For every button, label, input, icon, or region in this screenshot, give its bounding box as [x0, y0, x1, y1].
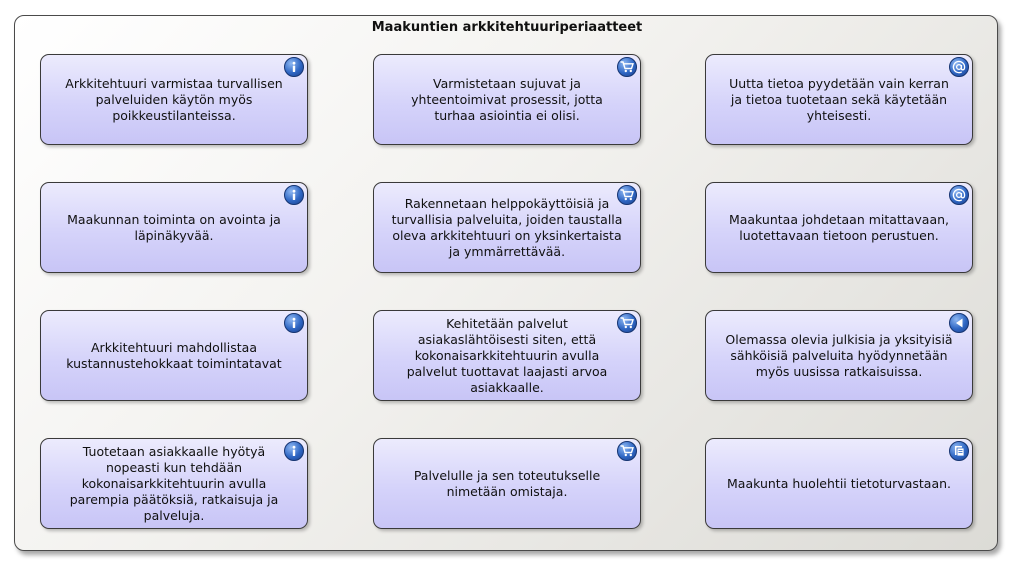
- principle-text: Varmistetaan sujuvat ja yhteentoimivat prosessit, jotta turhaa asiointia ei olisi.: [411, 75, 603, 123]
- principle-text: Palvelulle ja sen toteutukselle nimetään omistaja.: [413, 467, 601, 499]
- principle-text: Maakuntaa johdetaan mitattavaan, luotettavaan tietoon perustuen.: [728, 211, 950, 243]
- principle-text: Arkkitehtuuri mahdollistaa kustannustehokkaat toimintatavat: [66, 339, 282, 371]
- cart-icon: [617, 57, 637, 77]
- diagram-frame: [14, 15, 998, 551]
- principle-card: [373, 182, 641, 273]
- info-icon: [284, 313, 304, 333]
- info-icon: [284, 185, 304, 205]
- principle-card: [705, 310, 973, 401]
- cart-icon: [617, 185, 637, 205]
- principle-card: [40, 54, 308, 145]
- principle-card: [40, 182, 308, 273]
- principle-text: Kehitetään palvelut asiakaslähtöisesti siten, että kokonaisarkkitehtuurin avulla palvelut tuottavat laajasti arvoa asiakkaalle.: [406, 315, 608, 395]
- principle-text: Tuotetaan asiakkaalle hyötyä nopeasti kun tehdään kokonaisarkkitehtuurin avulla parempia päätöksiä, ratkaisuja ja palveluja.: [69, 443, 279, 523]
- back-arrow-icon: [949, 313, 969, 333]
- principle-card: [705, 54, 973, 145]
- principle-text: Arkkitehtuuri varmistaa turvallisen palveluiden käytön myös poikkeustilanteissa.: [65, 75, 283, 123]
- principle-card: [40, 310, 308, 401]
- principle-card: [373, 310, 641, 401]
- principle-card: [40, 438, 308, 529]
- principle-text: Rakennetaan helppokäyttöisiä ja turvallisia palveluita, joiden taustalla oleva arkkitehtuuri on yksinkertaista ja ymmärrettävää.: [391, 195, 623, 259]
- principle-text: Maakunta huolehtii tietoturvastaan.: [727, 475, 951, 491]
- cart-icon: [617, 313, 637, 333]
- diagram-title: Maakuntien arkkitehtuuriperiaatteet: [371, 20, 643, 35]
- principle-text: Uutta tietoa pyydetään vain kerran ja tietoa tuotetaan sekä käytetään yhteisesti.: [729, 75, 949, 123]
- principle-card: [705, 182, 973, 273]
- info-icon: [284, 57, 304, 77]
- at-icon: [949, 57, 969, 77]
- document-icon: [949, 441, 969, 461]
- principle-text: Olemassa olevia julkisia ja yksityisiä sähköisiä palveluita hyödynnetään myös uusissa ratkaisuissa.: [725, 331, 953, 379]
- info-icon: [284, 441, 304, 461]
- cart-icon: [617, 441, 637, 461]
- principle-card: [373, 54, 641, 145]
- principle-text: Maakunnan toiminta on avointa ja läpinäkyvää.: [67, 211, 281, 243]
- at-icon: [949, 185, 969, 205]
- principle-card: [373, 438, 641, 529]
- principle-card: [705, 438, 973, 529]
